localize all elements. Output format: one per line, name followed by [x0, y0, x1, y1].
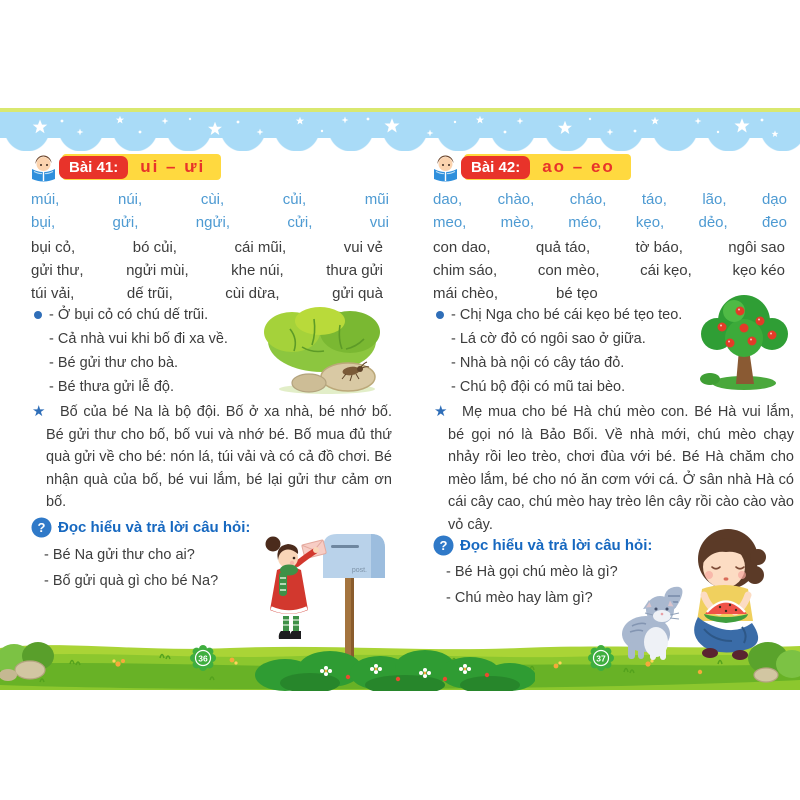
word-row: [31, 259, 383, 282]
word-cell: cùi dừa,: [225, 285, 280, 302]
syllable-cell: múi,: [31, 191, 60, 208]
question-icon: [433, 535, 454, 556]
lesson-number-badge: Bài 41:: [59, 156, 128, 179]
word-list-left: [31, 236, 383, 305]
questions-heading-left: Đọc hiểu và trả lời câu hỏi:: [58, 519, 251, 536]
question-line: - Bé Na gửi thư cho ai?: [44, 547, 195, 563]
bush-cricket-illustration: [252, 299, 395, 395]
syllable-cell: bụi,: [31, 214, 56, 231]
flower-bush: [255, 647, 535, 691]
word-row: [433, 259, 785, 282]
reading-kid-icon: [432, 152, 459, 182]
lesson-sounds: ui – ưi: [140, 157, 206, 176]
syllable-cell: núi,: [117, 191, 143, 208]
question-list-right: [446, 559, 618, 611]
girl-mailbox-illustration: [245, 518, 405, 668]
word-row: [433, 211, 787, 234]
word-cell: túi vải,: [31, 285, 75, 302]
word-row: [31, 211, 389, 234]
question-line: - Bố gửi quà gì cho bé Na?: [44, 573, 219, 589]
lesson-title-strip: [464, 154, 631, 180]
word-cell: con dao,: [433, 239, 491, 256]
syllable-cell: gửi,: [112, 214, 139, 231]
sentence-line: - Chị Nga cho bé cái kẹo bé tẹo teo.: [451, 307, 683, 323]
star-decoration: [0, 112, 800, 142]
word-cell: con mèo,: [537, 262, 600, 279]
page-number-badge: [588, 645, 614, 671]
syllable-cell: dẻo,: [698, 214, 728, 231]
star-marker: ★: [434, 403, 448, 420]
question-list-left: [44, 542, 218, 594]
bullet-dot: [436, 311, 444, 319]
word-row: [433, 188, 787, 211]
apple-tree-illustration: [692, 291, 797, 391]
sentence-line: - Lá cờ đỏ có ngôi sao ở giữa.: [451, 331, 646, 347]
reading-passage-right: Mẹ mua cho bé Hà chú mèo con. Bé Hà vui lắm, bé gọi nó là Bảo Bối. Về nhà mới, chú mèo chạy nhảy rồi leo trèo, chơi đùa với bé. Bé Hà chăm cho mèo lắm, bé cho nó ăn cơm với cá. Ở sân nhà Hà có cái cây cao, chú mèo hay trèo lên cây rồi cào cào vào vỏ cây.: [448, 404, 794, 533]
questions-heading-right: Đọc hiểu và trả lời câu hỏi:: [460, 537, 653, 554]
word-cell: cái mũi,: [234, 239, 287, 256]
lesson-title-strip: [62, 154, 221, 180]
sentence-line: - Bé thưa gửi lễ độ.: [49, 379, 175, 395]
reading-kid-icon: [30, 152, 57, 182]
syllable-cell: kẹo,: [635, 214, 665, 231]
watermelon-girl-illustration: [652, 517, 794, 682]
question-icon: [31, 517, 52, 538]
word-cell: thưa gửi: [326, 262, 383, 279]
svg-text:post.: post.: [351, 567, 367, 574]
lesson-sounds: ao – eo: [542, 157, 615, 176]
syllable-list-right: [433, 188, 787, 234]
word-cell: vui vẻ: [343, 239, 383, 256]
question-line: - Chú mèo hay làm gì?: [446, 590, 593, 606]
syllable-cell: chào,: [497, 191, 535, 208]
sentence-list-right: [451, 303, 701, 399]
word-cell: mái chèo,: [433, 285, 499, 302]
syllable-cell: mèo,: [500, 214, 534, 231]
word-cell: quả táo,: [535, 239, 591, 256]
syllable-cell: dạo: [761, 191, 787, 208]
lesson-number-badge: Bài 42:: [461, 156, 530, 179]
svg-text:37: 37: [596, 653, 606, 664]
syllable-cell: cùi,: [200, 191, 225, 208]
word-cell: gửi quà: [332, 285, 383, 302]
bullet-dot: [34, 311, 42, 319]
syllable-cell: cháo,: [569, 191, 607, 208]
word-cell: ngôi sao: [728, 239, 785, 256]
syllable-cell: dao,: [433, 191, 463, 208]
word-cell: bó củi,: [132, 239, 177, 256]
reading-passage-left: Bố của bé Na là bộ đội. Bố ở xa nhà, bé nhớ bố. Bé gửi thư cho bố, bố vui và nhớ bé. Bố mua đủ thứ quà gửi về cho bé: nón lá, túi vải và có cả đồ chơi. Bé nhận quà của bố, bé vui lắm, bé lại gửi thư cảm ơn bố.: [46, 404, 392, 510]
svg-text:36: 36: [198, 653, 208, 664]
word-cell: ngửi mùi,: [126, 262, 189, 279]
sentence-line: - Ở bụi cỏ có chú dế trũi.: [49, 307, 209, 323]
syllable-cell: củi,: [282, 191, 307, 208]
syllable-cell: vui: [369, 214, 389, 231]
word-cell: kẹo kéo: [732, 262, 785, 279]
sentence-line: - Chú bộ đội có mũ tai bèo.: [451, 379, 626, 395]
svg-text:?: ?: [37, 520, 46, 535]
lesson-header-right: [432, 152, 631, 182]
sentence-line: - Bé gửi thư cho bà.: [49, 355, 179, 371]
syllable-cell: méo,: [568, 214, 602, 231]
word-row: [31, 188, 389, 211]
word-cell: khe núi,: [231, 262, 284, 279]
syllable-cell: đeo: [761, 214, 787, 231]
word-cell: cái kẹo,: [640, 262, 692, 279]
word-row: [31, 236, 383, 259]
sentence-list-left: [49, 303, 274, 399]
word-row: [433, 236, 785, 259]
svg-text:?: ?: [439, 538, 448, 553]
sentence-line: - Nhà bà nội có cây táo đỏ.: [451, 355, 625, 371]
syllable-cell: meo,: [433, 214, 467, 231]
syllable-list-left: [31, 188, 389, 234]
syllable-cell: táo,: [641, 191, 667, 208]
page-number-badge: [190, 645, 216, 671]
syllable-cell: cửi,: [287, 214, 313, 231]
sentence-line: - Cả nhà vui khi bố đi xa về.: [49, 331, 228, 347]
word-cell: chim sáo,: [433, 262, 498, 279]
word-cell: bụi cỏ,: [31, 239, 76, 256]
syllable-cell: mũi: [364, 191, 389, 208]
word-cell: dế trũi,: [126, 285, 173, 302]
syllable-cell: lão,: [702, 191, 727, 208]
word-cell: tờ báo,: [635, 239, 683, 256]
lesson-header-left: [30, 152, 221, 182]
word-cell: bé tẹo: [556, 285, 598, 302]
syllable-cell: ngửi,: [195, 214, 231, 231]
question-line: - Bé Hà gọi chú mèo là gì?: [446, 564, 618, 580]
star-marker: ★: [32, 403, 46, 420]
word-cell: gửi thư,: [31, 262, 84, 279]
